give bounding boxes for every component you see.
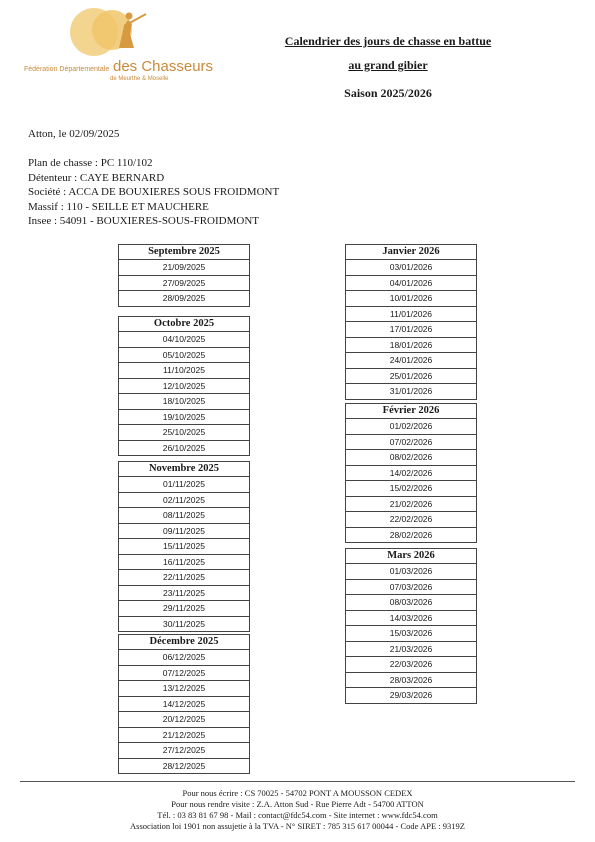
hunt-date: 22/11/2025 (119, 570, 249, 586)
month-header: Janvier 2026 (346, 245, 476, 260)
month-header: Mars 2026 (346, 549, 476, 564)
hunt-date: 19/10/2025 (119, 410, 249, 426)
hunt-info-block (28, 156, 279, 229)
hunt-date: 07/03/2026 (346, 580, 476, 596)
footer-postal-address: Pour nous écrire : CS 70025 - 54702 PONT A MOUSSON CEDEX (182, 788, 413, 798)
hunt-date: 02/11/2025 (119, 493, 249, 509)
footer-divider (20, 781, 575, 782)
place-and-date: Atton, le 02/09/2025 (28, 128, 120, 140)
hunter-logo-icon (64, 6, 154, 58)
footer-legal: Association loi 1901 non assujetie à la TVA - N° SIRET : 785 315 617 00044 - Code APE : 9319Z (130, 821, 465, 831)
hunt-date: 09/11/2025 (119, 524, 249, 540)
hunt-date: 24/01/2026 (346, 353, 476, 369)
hunt-date: 07/02/2026 (346, 435, 476, 451)
hunt-date: 31/01/2026 (346, 384, 476, 400)
massif: Massif : 110 - SEILLE ET MAUCHERE (28, 200, 209, 213)
hunt-date: 21/12/2025 (119, 728, 249, 744)
hunt-date: 14/12/2025 (119, 697, 249, 713)
plan-de-chasse: Plan de chasse : PC 110/102 (28, 157, 153, 169)
hunt-date: 13/12/2025 (119, 681, 249, 697)
hunt-date: 04/10/2025 (119, 332, 249, 348)
document-title-line2: au grand gibier (348, 58, 428, 72)
month-header: Octobre 2025 (119, 317, 249, 332)
hunt-date: 17/01/2026 (346, 322, 476, 338)
season-label: Saison 2025/2026 (344, 86, 432, 100)
hunt-date: 30/11/2025 (119, 617, 249, 633)
hunt-date: 21/02/2026 (346, 497, 476, 513)
hunt-date: 01/03/2026 (346, 564, 476, 580)
hunt-date: 21/09/2025 (119, 260, 249, 276)
hunt-date: 03/01/2026 (346, 260, 476, 276)
document-title: Calendrier des jours de chasse en battue (284, 34, 492, 48)
month-table-decembre (118, 634, 250, 774)
hunt-date: 04/01/2026 (346, 276, 476, 292)
hunt-date: 27/12/2025 (119, 743, 249, 759)
hunt-date: 27/09/2025 (119, 276, 249, 292)
hunt-date: 12/10/2025 (119, 379, 249, 395)
hunt-date: 18/01/2026 (346, 338, 476, 354)
month-table-octobre (118, 316, 250, 456)
month-header: Novembre 2025 (119, 462, 249, 477)
footer-visit-address: Pour nous rendre visite : Z.A. Atton Sud - Rue Pierre Adt - 54700 ATTON (171, 799, 424, 809)
month-table-septembre (118, 244, 250, 307)
societe: Société : ACCA DE BOUXIERES SOUS FROIDMONT (28, 186, 280, 198)
hunt-date: 28/03/2026 (346, 673, 476, 689)
hunt-date: 15/02/2026 (346, 481, 476, 497)
month-table-novembre (118, 461, 250, 632)
hunt-date: 23/11/2025 (119, 586, 249, 602)
month-header: Septembre 2025 (119, 245, 249, 260)
hunt-date: 01/02/2026 (346, 419, 476, 435)
hunt-date: 28/09/2025 (119, 291, 249, 307)
hunt-date: 28/12/2025 (119, 759, 249, 775)
detenteur: Détenteur : CAYE BERNARD (28, 171, 165, 184)
hunt-date: 25/10/2025 (119, 425, 249, 441)
hunt-date: 14/03/2026 (346, 611, 476, 627)
hunt-date: 10/01/2026 (346, 291, 476, 307)
month-table-fevrier (345, 403, 477, 543)
hunt-date: 05/10/2025 (119, 348, 249, 364)
hunt-date: 08/03/2026 (346, 595, 476, 611)
month-table-mars (345, 548, 477, 704)
hunt-date: 22/03/2026 (346, 657, 476, 673)
hunt-date: 28/02/2026 (346, 528, 476, 544)
month-header: Décembre 2025 (119, 635, 249, 650)
federation-logo (24, 6, 214, 86)
hunt-date: 29/03/2026 (346, 688, 476, 704)
hunt-date: 08/02/2026 (346, 450, 476, 466)
hunt-date: 11/10/2025 (119, 363, 249, 379)
hunt-date: 01/11/2025 (119, 477, 249, 493)
footer-contact (0, 788, 595, 832)
hunt-date: 25/01/2026 (346, 369, 476, 385)
hunt-date: 07/12/2025 (119, 666, 249, 682)
hunt-date: 15/03/2026 (346, 626, 476, 642)
hunt-date: 15/11/2025 (119, 539, 249, 555)
hunt-date: 26/10/2025 (119, 441, 249, 457)
hunt-date: 22/02/2026 (346, 512, 476, 528)
logo-small-text: Fédération Départementale (24, 66, 110, 73)
hunt-date: 11/01/2026 (346, 307, 476, 323)
hunt-date: 20/12/2025 (119, 712, 249, 728)
hunt-date: 06/12/2025 (119, 650, 249, 666)
month-header: Février 2026 (346, 404, 476, 419)
logo-title-text: des Chasseurs (113, 58, 214, 75)
hunt-date: 18/10/2025 (119, 394, 249, 410)
footer-phone-mail-web: Tél. : 03 83 81 67 98 - Mail : contact@fdc54.com - Site internet : www.fdc54.com (157, 810, 438, 820)
logo-subtitle-text: de Meurthe & Moselle (110, 76, 169, 82)
insee: Insee : 54091 - BOUXIERES-SOUS-FROIDMONT (28, 215, 259, 227)
hunt-date: 08/11/2025 (119, 508, 249, 524)
hunt-date: 29/11/2025 (119, 601, 249, 617)
hunt-date: 16/11/2025 (119, 555, 249, 571)
hunt-date: 21/03/2026 (346, 642, 476, 658)
hunt-date: 14/02/2026 (346, 466, 476, 482)
month-table-janvier (345, 244, 477, 400)
